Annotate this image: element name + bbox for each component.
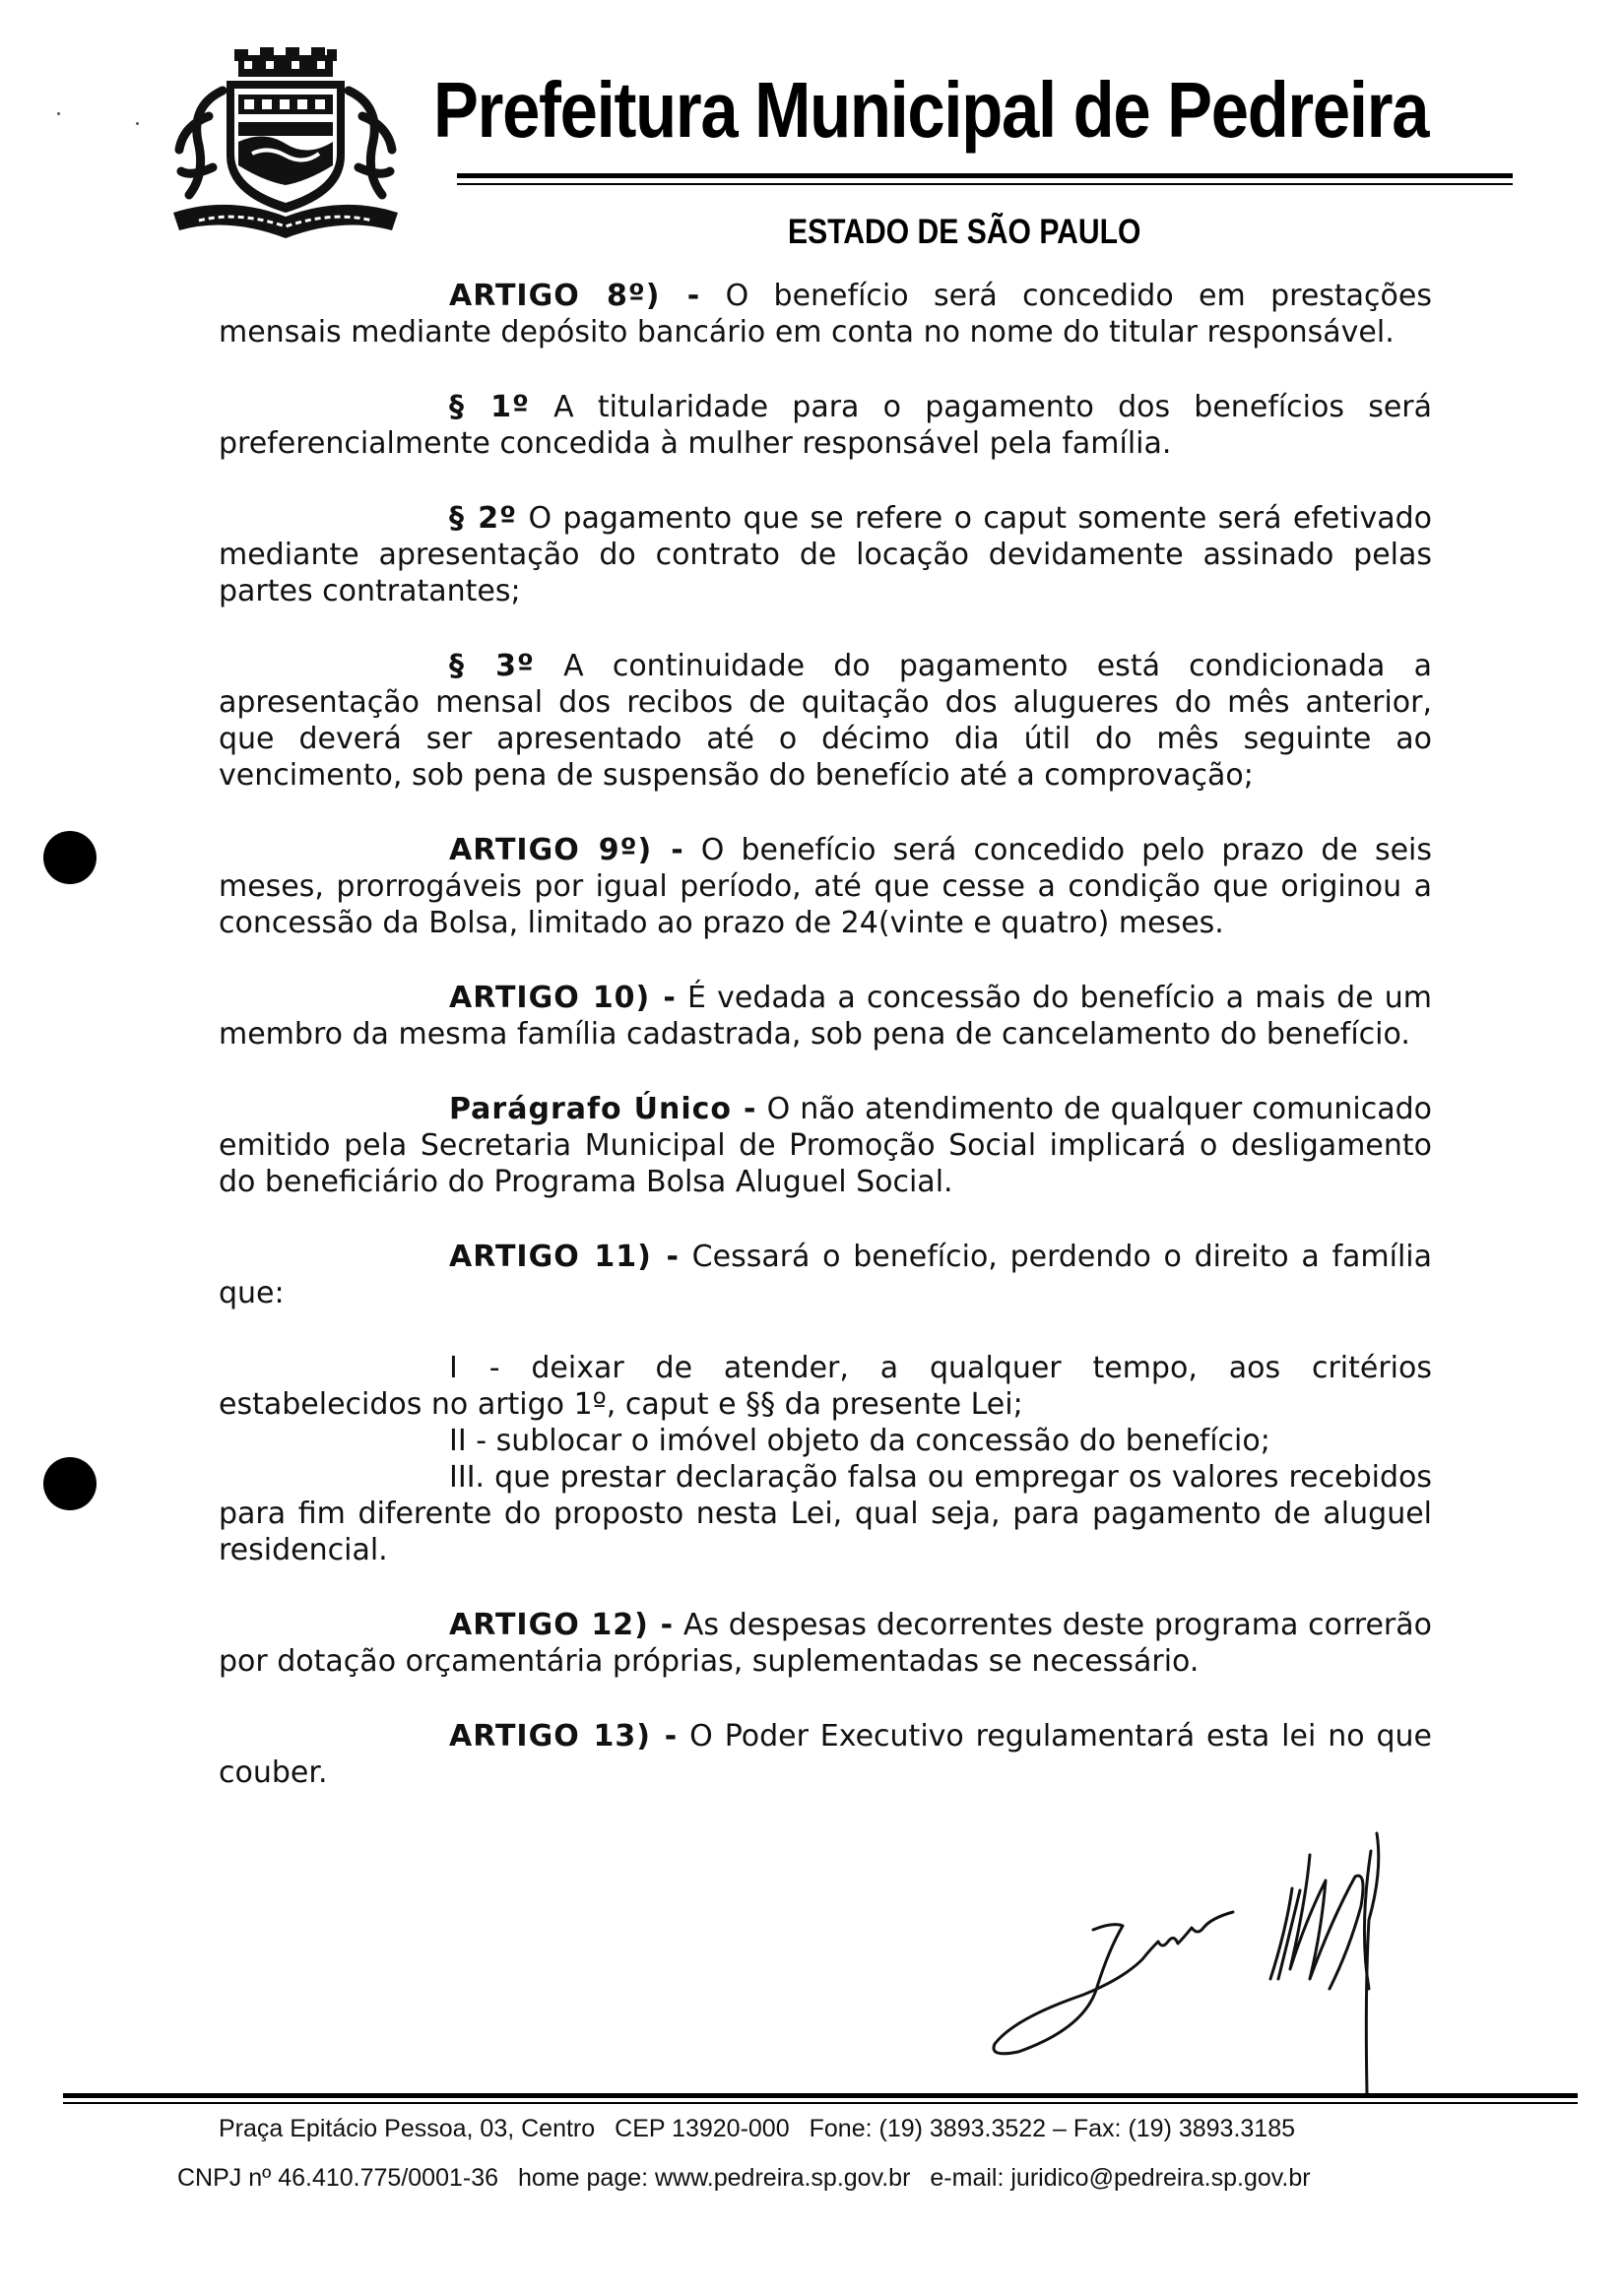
footer-address: Praça Epitácio Pessoa, 03, Centro bbox=[219, 2115, 596, 2142]
signature-1-icon bbox=[994, 1912, 1233, 2054]
article-10-single-paragraph: Parágrafo Único - O não atendimento de qualquer comunicado emitido pela Secretaria Municipal de Promoção Social implicará o desligamento do beneficiário do Programa Bolsa Aluguel Social. bbox=[219, 1092, 1433, 1199]
header-rule bbox=[457, 173, 1513, 189]
document-body bbox=[219, 278, 1432, 1791]
footer-cnpj: CNPJ nº 46.410.775/0001-36 bbox=[177, 2164, 499, 2192]
article-11-items bbox=[219, 1350, 1432, 1568]
list-item: II - sublocar o imóvel objeto da concessão do benefício; bbox=[449, 1424, 1270, 1458]
list-item: III. que prestar declaração falsa ou empregar os valores recebidos para fim diferente do proposto nesta Lei, qual seja, para pagamento de aluguel residencial. bbox=[219, 1460, 1432, 1567]
shield-icon bbox=[227, 81, 345, 213]
crown-icon bbox=[234, 47, 337, 77]
page-title: Prefeitura Municipal de Pedreira bbox=[433, 66, 1429, 154]
footer-phone: Fone: (19) 3893.3522 – Fax: (19) 3893.3185 bbox=[809, 2115, 1296, 2142]
scan-speck bbox=[136, 122, 139, 125]
footer-address-line bbox=[219, 2117, 1295, 2141]
list-item: I - deixar de atender, a qualquer tempo, aos critérios estabelecidos no artigo 1º, caput e §§ da presente Lei; bbox=[219, 1351, 1432, 1422]
footer-contact-line bbox=[177, 2166, 1311, 2191]
article-13: ARTIGO 13) - O Poder Executivo regulamentará esta lei no que couber. bbox=[219, 1719, 1432, 1790]
handwritten-signatures bbox=[975, 1812, 1448, 2107]
article-8-paragraph-2: § 2º O pagamento que se refere o caput somente será efetivado mediante apresentação do contrato de locação devidamente assinado pelas partes contratantes; bbox=[219, 501, 1432, 608]
article-9: ARTIGO 9º) - O benefício será concedido pelo prazo de seis meses, prorrogáveis por igual período, até que cesse a condição que originou a concessão da Bolsa, limitado ao prazo de 24(vinte e quatro) meses. bbox=[219, 833, 1432, 940]
article-8-paragraph-1: § 1º A titularidade para o pagamento dos benefícios será preferencialmente concedida à mulher responsável pela família. bbox=[219, 390, 1432, 461]
article-10: ARTIGO 10) - É vedada a concessão do benefício a mais de um membro da mesma família cadastrada, sob pena de cancelamento do benefício. bbox=[219, 981, 1432, 1052]
article-8-paragraph-3: § 3º A continuidade do pagamento está condicionada a apresentação mensal dos recibos de quitação dos alugueres do mês anterior, que deverá ser apresentado até o décimo dia útil do mês seguinte ao vencimento, sob pena de suspensão do benefício até a comprovação; bbox=[219, 649, 1432, 793]
footer-rule bbox=[63, 2093, 1578, 2107]
signature-2-icon bbox=[1270, 1833, 1379, 2093]
punch-hole bbox=[43, 831, 97, 884]
footer-homepage: home page: www.pedreira.sp.gov.br bbox=[518, 2164, 911, 2192]
municipal-coat-of-arms bbox=[169, 47, 402, 244]
footer-email: e-mail: juridico@pedreira.sp.gov.br bbox=[930, 2164, 1311, 2192]
punch-hole bbox=[43, 1457, 97, 1510]
state-subtitle: ESTADO DE SÃO PAULO bbox=[788, 213, 1141, 251]
footer-cep: CEP 13920-000 bbox=[615, 2115, 790, 2142]
article-11: ARTIGO 11) - Cessará o benefício, perdendo o direito a família que: bbox=[219, 1240, 1432, 1310]
article-8: ARTIGO 8º) - O benefício será concedido em prestações mensais mediante depósito bancário em conta no nome do titular responsável. bbox=[219, 279, 1432, 350]
article-12: ARTIGO 12) - As despesas decorrentes deste programa correrão por dotação orçamentária próprias, suplementadas se necessário. bbox=[219, 1608, 1432, 1679]
scan-speck bbox=[57, 112, 60, 115]
